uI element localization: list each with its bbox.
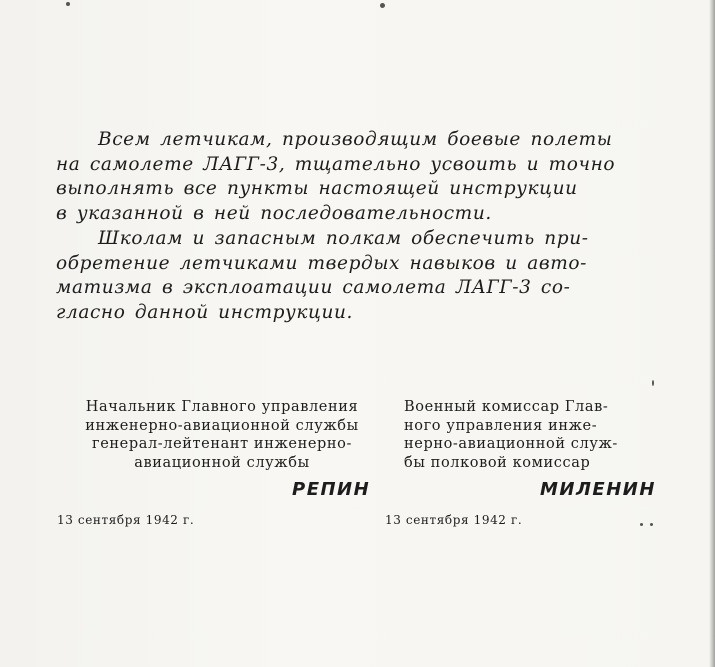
signatory-left-name: РЕПИН [292,479,371,500]
directive-line: в указанной в ней последовательности. [56,202,492,224]
directive-line: Школам и запасным полкам обеспечить при- [98,228,589,249]
signatory-title-line: бы полковой комиссар [404,454,591,471]
signatory-title-line: Военный комиссар Глав- [404,399,609,415]
directive-line: гласно данной инструкции. [56,301,354,323]
scan-speck [380,3,385,8]
directive-line: на самолете ЛАГГ-3, тщательно усвоить и точно [56,153,616,175]
signatory-title-line: генерал-лейтенант инженерно- [92,436,352,452]
signatory-title-line: ного управления инже- [404,417,598,434]
signatory-left-date: 13 сентября 1942 г. [57,513,195,527]
scan-speck [652,380,654,386]
scan-speck [640,523,643,526]
signatory-right-title [404,398,654,472]
directive-line: обретение летчиками твердых навыков и авто- [56,252,587,274]
signatory-title-line: Начальник Главного управления [85,399,359,415]
directive-line: матизма в эксплоатации самолета ЛАГГ-3 со- [56,277,571,298]
scan-speck [66,2,70,6]
directive-line: Всем летчикам, производящим боевые полеты [98,129,613,150]
signatory-right-date: 13 сентября 1942 г. [385,513,523,527]
scan-speck [650,523,653,526]
signatory-left-title [57,398,387,472]
signatory-title-line: инженерно-авиационной службы [85,417,359,434]
signatory-title-line: нерно-авиационной служ- [404,436,618,452]
signatory-right-name: МИЛЕНИН [540,479,656,500]
directive-text [56,128,661,325]
scan-edge-shadow [709,0,715,667]
signatory-title-line: авиационной службы [134,454,310,471]
directive-line: выполнять все пункты настоящей инструкции [56,178,578,199]
